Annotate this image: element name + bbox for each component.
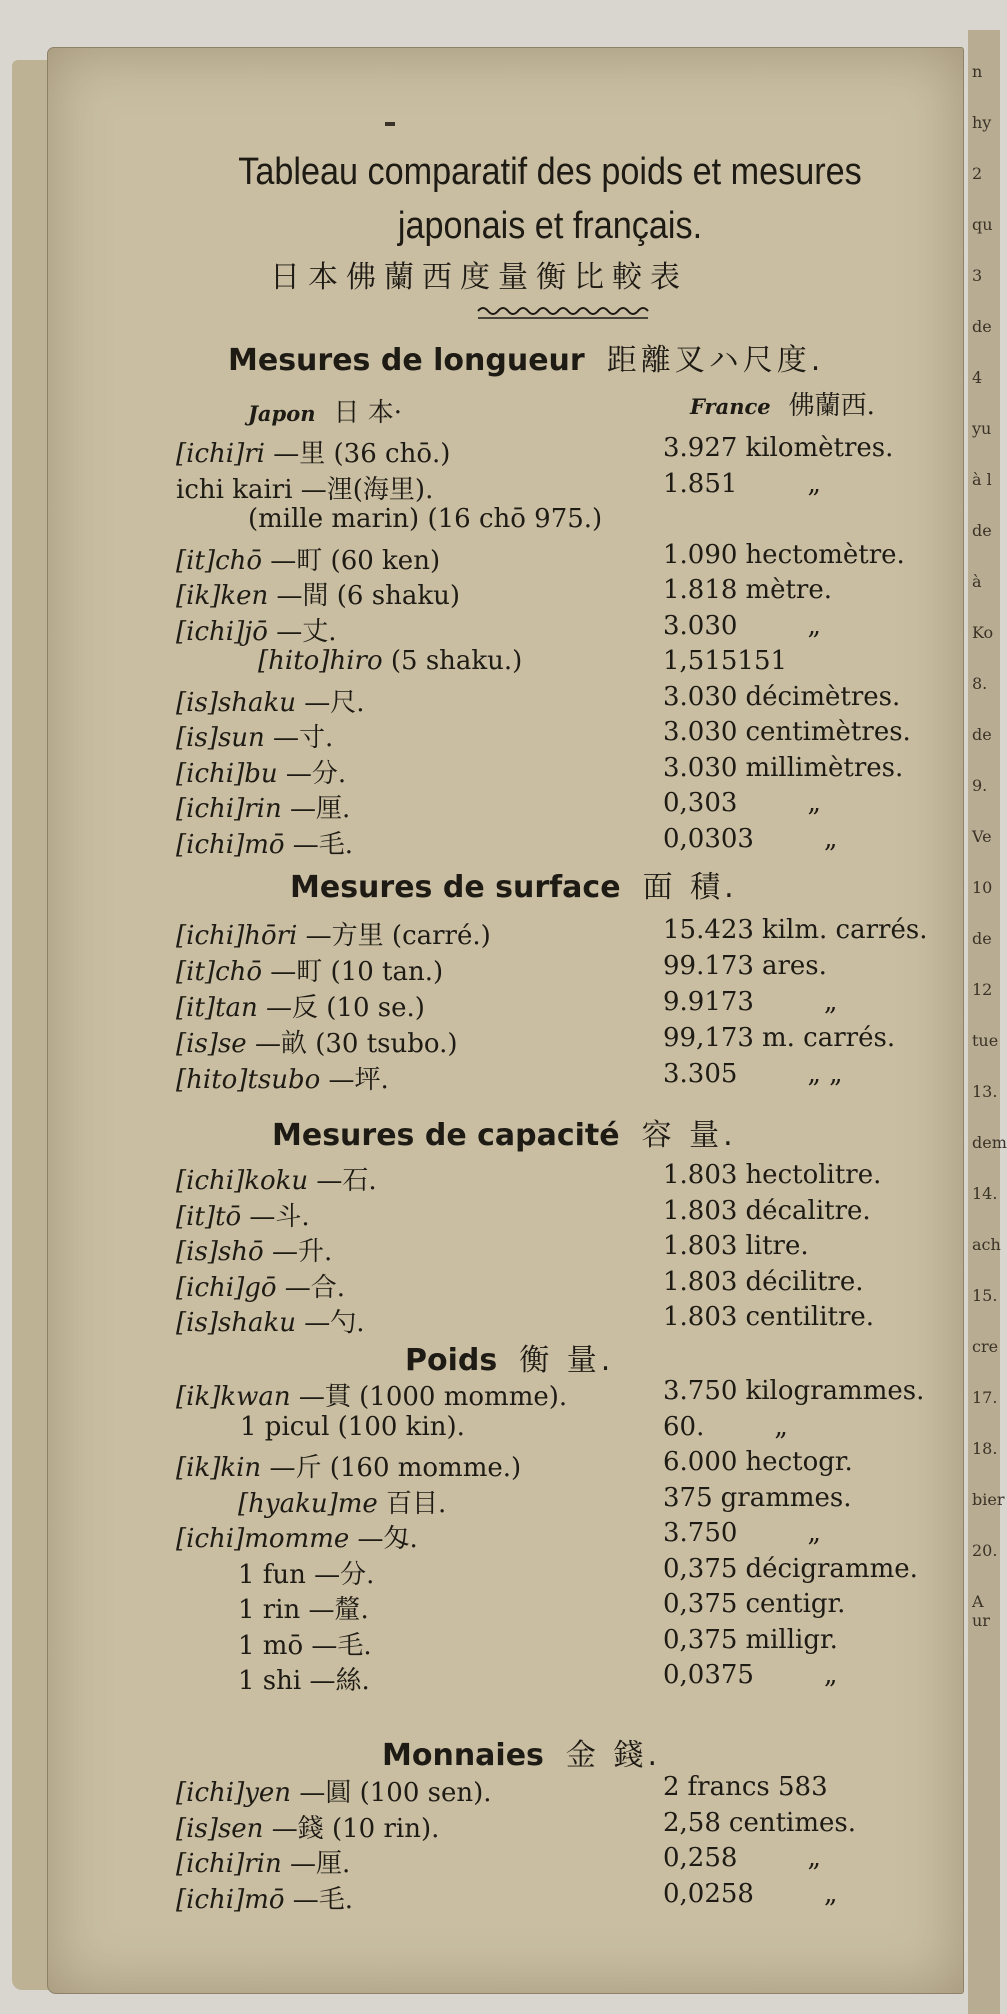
french-equivalent — [663, 1843, 821, 1873]
japanese-measure: [is]sun —寸. — [176, 723, 334, 753]
french-equivalent — [663, 1376, 924, 1406]
japanese-measure: 1 rin —釐. — [238, 1595, 369, 1625]
french-unit: kilomètres. — [745, 433, 894, 463]
side-fragment-text: 18. — [972, 1439, 998, 1458]
side-fragment-text: 9. — [972, 776, 988, 795]
side-fragment-text: dem — [972, 1133, 1007, 1152]
section-heading-text: Poids — [405, 1343, 498, 1378]
title-japanese: 日本佛蘭西度量衡比較表 — [270, 260, 688, 295]
section-heading-text: Mesures de capacité — [272, 1118, 620, 1153]
adjacent-page-fragment — [968, 30, 1007, 2014]
side-fragment-text: ach — [972, 1235, 1001, 1254]
french-unit: centilitre. — [745, 1302, 875, 1332]
side-fragment-text: 13. — [972, 1082, 998, 1101]
side-fragment-text: 17. — [972, 1388, 998, 1407]
section-heading — [382, 1730, 661, 1774]
french-unit: „ — [774, 1411, 788, 1442]
column-header-japon-label: Japon — [248, 401, 316, 426]
section-heading-jp: 面 積. — [642, 870, 738, 905]
french-equivalent — [663, 469, 821, 499]
french-equivalent — [663, 611, 821, 641]
french-unit: kilm. carrés. — [761, 915, 928, 945]
japanese-measure: [it]chō —町 (10 tan.) — [176, 957, 444, 987]
french-value: 60. — [663, 1411, 705, 1442]
french-equivalent — [663, 575, 832, 605]
french-unit: hectolitre. — [745, 1160, 882, 1190]
side-fragment-text: bier — [972, 1490, 1005, 1509]
french-unit: millimètres. — [745, 752, 904, 783]
side-fragment-text: A ur — [972, 1592, 990, 1630]
japanese-measure: [ichi]rin —厘. — [176, 1849, 351, 1879]
side-fragment-text: 8. — [972, 674, 988, 693]
french-equivalent — [663, 540, 905, 570]
french-value: 99.173 — [663, 951, 754, 981]
french-unit: „ — [823, 987, 838, 1017]
french-equivalent — [663, 951, 827, 981]
french-equivalent — [663, 1808, 856, 1838]
french-unit: m. carrés. — [761, 1023, 896, 1053]
section-heading-jp: 衡 量. — [519, 1343, 615, 1378]
side-fragment-text: yu — [972, 419, 992, 438]
section-heading — [290, 862, 738, 906]
japanese-measure: [is]se —畝 (30 tsubo.) — [176, 1029, 458, 1059]
french-equivalent — [663, 1625, 838, 1655]
french-equivalent — [663, 788, 821, 818]
side-fragment-text: à — [972, 572, 982, 591]
french-value: 3.305 — [663, 1059, 738, 1089]
french-unit: centigr. — [745, 1589, 846, 1619]
side-fragment-text: 15. — [972, 1286, 998, 1305]
japanese-measure: 1 mō —毛. — [238, 1630, 372, 1661]
french-value: 3.750 — [663, 1376, 738, 1406]
side-fragment-text: 3 — [972, 266, 983, 285]
japanese-measure: [is]sen —錢 (10 rin). — [176, 1813, 440, 1844]
french-unit: „ — [807, 788, 821, 818]
french-unit: „ — [807, 610, 821, 641]
side-fragment-text: hy — [972, 113, 992, 132]
side-fragment-text: de — [972, 929, 992, 948]
japanese-measure: [hyaku]me 百目. — [238, 1488, 447, 1519]
french-value: 0,303 — [663, 788, 738, 818]
page-mark — [385, 122, 395, 126]
french-value: 2 — [663, 1772, 680, 1802]
french-value: 2,58 — [663, 1807, 721, 1838]
section-heading — [405, 1335, 614, 1379]
column-header-japon-jp: 日 本· — [333, 398, 403, 428]
french-value: 1.803 — [663, 1195, 738, 1226]
japanese-measure: 1 picul (100 kin). — [240, 1411, 465, 1442]
french-equivalent — [663, 824, 837, 854]
french-unit: kilogrammes. — [745, 1376, 925, 1406]
title-line-2: japonais et français. — [397, 205, 703, 247]
french-equivalent — [663, 1302, 874, 1332]
japanese-measure: 1 fun —分. — [238, 1559, 375, 1590]
french-equivalent — [663, 1160, 881, 1190]
japanese-measure: [it]tan —反 (10 se.) — [176, 993, 425, 1023]
french-equivalent — [663, 1447, 853, 1477]
french-unit: décimètres. — [745, 681, 901, 712]
column-header-france-label: France — [690, 394, 771, 419]
column-header-france — [690, 385, 875, 422]
french-equivalent — [663, 433, 893, 463]
french-equivalent — [663, 646, 795, 676]
japanese-measure: [ik]ken —間 (6 shaku) — [176, 581, 460, 611]
french-unit: décilitre. — [745, 1266, 864, 1297]
french-unit: „ „ — [807, 1059, 843, 1089]
japanese-measure: [ik]kin —斤 (160 momme.) — [176, 1453, 522, 1483]
section-heading-jp: 金 錢. — [565, 1738, 661, 1773]
page-edge — [12, 60, 52, 1990]
french-unit: „ — [823, 1878, 838, 1909]
french-equivalent — [663, 682, 900, 712]
french-value: 0,258 — [663, 1843, 738, 1873]
japanese-measure: [ichi]gō —合. — [176, 1272, 346, 1303]
french-value: 0,0375 — [663, 1660, 754, 1690]
french-unit: centimes. — [728, 1807, 856, 1838]
french-equivalent — [663, 1772, 828, 1802]
section-heading-jp: 容 量. — [641, 1118, 737, 1153]
french-value: 3.030 — [663, 610, 738, 641]
french-equivalent — [663, 1196, 871, 1226]
french-equivalent — [663, 1554, 918, 1584]
french-unit: „ — [823, 1660, 838, 1690]
japanese-measure: [is]shaku —尺. — [176, 687, 365, 718]
french-unit: litre. — [745, 1231, 809, 1261]
japanese-measure: [it]chō —町 (60 ken) — [176, 545, 441, 576]
french-equivalent — [663, 1589, 845, 1619]
japanese-measure: [ichi]ri —里 (36 chō.) — [176, 439, 451, 469]
french-value: 0,375 — [663, 1553, 738, 1584]
french-equivalent — [663, 504, 671, 534]
french-value: 375 — [663, 1482, 713, 1513]
side-fragment-text: 10 — [972, 878, 993, 897]
japanese-measure: [ichi]mō —毛. — [176, 829, 354, 860]
french-equivalent — [663, 1518, 821, 1548]
french-value: 1.803 — [663, 1231, 738, 1261]
side-fragment-text: 20. — [972, 1541, 998, 1560]
french-unit: décigramme. — [745, 1553, 918, 1584]
french-unit: hectogr. — [745, 1447, 853, 1477]
japanese-measure: 1 shi —絲. — [238, 1666, 370, 1696]
section-heading-text: Monnaies — [382, 1738, 544, 1773]
japanese-measure: [ichi]yen —圓 (100 sen). — [176, 1778, 492, 1808]
french-unit: décalitre. — [745, 1195, 871, 1226]
japanese-measure: [hito]hiro (5 shaku.) — [258, 646, 523, 676]
japanese-measure: [hito]tsubo —坪. — [176, 1065, 389, 1095]
french-value: 99,173 — [663, 1023, 754, 1053]
french-value: 3.927 — [663, 433, 738, 463]
side-fragment-text: n — [972, 62, 983, 81]
french-unit: hectomètre. — [745, 539, 905, 570]
french-value: 0,0303 — [663, 823, 754, 854]
french-unit: mètre. — [745, 575, 833, 605]
french-value: 1.851 — [663, 468, 738, 499]
french-value: 1.803 — [663, 1266, 738, 1297]
french-unit: centimètres. — [745, 717, 911, 747]
japanese-measure: [is]shō —升. — [176, 1237, 333, 1267]
french-value: 1,515151 — [663, 646, 788, 676]
side-fragment-text: Ve — [972, 827, 992, 846]
french-unit: „ — [823, 823, 838, 854]
japanese-measure: [ichi]jō —丈. — [176, 616, 337, 647]
french-unit: milligr. — [745, 1624, 838, 1655]
side-fragment-text: de — [972, 317, 992, 336]
section-heading — [272, 1110, 737, 1154]
side-fragment-text: 14. — [972, 1184, 998, 1203]
japanese-measure: [ichi]hōri —方里 (carré.) — [176, 921, 491, 951]
french-value: 0,375 — [663, 1624, 738, 1655]
french-equivalent — [663, 987, 837, 1017]
japanese-measure: (mille marin) (16 chō 975.) — [248, 504, 603, 534]
french-equivalent — [663, 1267, 864, 1297]
section-heading-text: Mesures de surface — [290, 870, 621, 905]
japanese-measure: [ichi]momme —匁. — [176, 1524, 418, 1554]
section-heading-jp: 距離叉ハ尺度. — [606, 343, 825, 378]
french-equivalent — [663, 1879, 837, 1909]
japanese-measure: [ichi]koku —石. — [176, 1166, 377, 1196]
french-value: 1.818 — [663, 575, 738, 605]
side-fragment-text: 2 — [972, 164, 983, 183]
french-value: 3.030 — [663, 681, 738, 712]
french-value: 3.030 — [663, 752, 738, 783]
japanese-measure: [ichi]rin —厘. — [176, 794, 351, 824]
french-unit: ares. — [761, 951, 827, 981]
japanese-measure: [it]tō —斗. — [176, 1201, 310, 1232]
side-fragment-text: 4 — [972, 368, 983, 387]
french-equivalent — [663, 1412, 788, 1442]
column-header-france-jp: 佛蘭西. — [788, 391, 875, 421]
japanese-measure: ichi kairi —浬(海里). — [176, 474, 434, 505]
side-fragment-text: qu — [972, 215, 993, 234]
french-value: 9.9173 — [663, 987, 754, 1017]
french-value: 1.090 — [663, 539, 738, 570]
french-value: 6.000 — [663, 1447, 738, 1477]
page-title — [208, 145, 892, 253]
french-equivalent — [663, 1231, 809, 1261]
side-fragment-text: Ko — [972, 623, 994, 642]
french-equivalent — [663, 1483, 852, 1513]
french-equivalent — [663, 1660, 837, 1690]
french-value: 3.750 — [663, 1518, 738, 1548]
side-fragment-text: de — [972, 521, 992, 540]
french-unit: „ — [807, 1518, 821, 1548]
french-unit: „ — [807, 468, 821, 499]
side-fragment-text: tue — [972, 1031, 999, 1050]
japanese-measure: [is]shaku —勺. — [176, 1308, 365, 1338]
column-header-japon — [248, 392, 402, 429]
french-value: 0,375 — [663, 1589, 738, 1619]
french-equivalent — [663, 1059, 843, 1089]
section-heading-text: Mesures de longueur — [228, 343, 585, 378]
french-value: 1.803 — [663, 1302, 738, 1332]
title-line-1: Tableau comparatif des poids et mesures — [238, 151, 862, 193]
japanese-measure: [ichi]mō —毛. — [176, 1884, 354, 1915]
french-value: 3.030 — [663, 717, 738, 747]
side-fragment-text: cre — [972, 1337, 999, 1356]
french-unit: „ — [807, 1843, 821, 1873]
french-equivalent — [663, 717, 911, 747]
wavy-divider — [478, 305, 648, 321]
japanese-measure: [ik]kwan —貫 (1000 momme). — [176, 1382, 568, 1412]
side-fragment-text: à l — [972, 470, 992, 489]
side-fragment-text: 12 — [972, 980, 993, 999]
french-equivalent — [663, 915, 927, 945]
french-equivalent — [663, 1023, 895, 1053]
french-value: 0,0258 — [663, 1878, 754, 1909]
french-equivalent — [663, 753, 903, 783]
section-heading — [228, 335, 824, 379]
french-value: 15.423 — [663, 915, 754, 945]
side-fragment-text: de — [972, 725, 992, 744]
french-value: 1.803 — [663, 1160, 738, 1190]
french-unit: francs 583 — [687, 1772, 828, 1802]
japanese-measure: [ichi]bu —分. — [176, 758, 347, 789]
french-unit: grammes. — [720, 1482, 852, 1513]
